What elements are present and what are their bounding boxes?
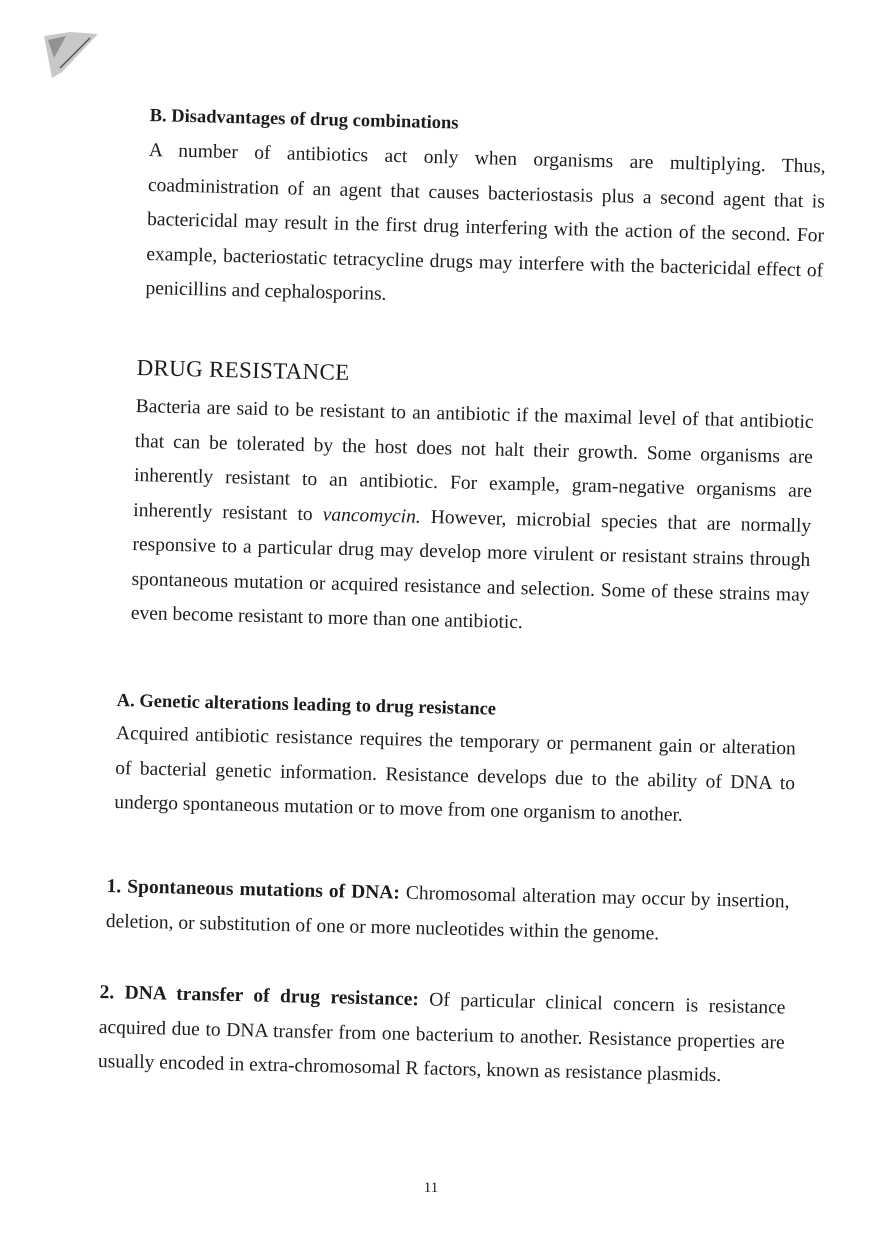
item-text-spontaneous-mutations: Chromosomal alteration may occur by insertion, deletion, or substitution of one or more nucleotides within the genome. bbox=[105, 882, 790, 945]
section-genetic-alterations bbox=[114, 689, 797, 836]
paragraph-drug-resistance bbox=[130, 390, 814, 647]
paragraph-spontaneous-mutations bbox=[105, 870, 789, 954]
item-text-dna-transfer: Of particular clinical concern is resistance acquired due to DNA transfer from one bacterium to another. Resistance properties are usually encoded in extra-chromosomal R factors, known as resistance plasmids. bbox=[97, 989, 786, 1087]
section-heading-disadvantages: B. Disadvantages of drug combinations bbox=[149, 105, 459, 134]
paragraph-text: Bacteria are said to be resistant to an antibiotic if the maximal level of that antibiotic that can be tolerated by the host does not halt their growth. Some organisms are inherently resistant to an antibiotic. For example, gram-negative organisms are inherently resistant to bbox=[133, 395, 814, 525]
item-dna-transfer bbox=[98, 976, 786, 1095]
page-number: 11 bbox=[423, 1180, 439, 1196]
section-heading-drug-resistance: DRUG RESISTANCE bbox=[136, 354, 350, 386]
item-spontaneous-mutations bbox=[105, 870, 789, 954]
italic-term-vancomycin: vancomycin. bbox=[322, 503, 421, 528]
paragraph-genetic-alterations: Acquired antibiotic resistance requires the temporary or permanent gain or alteration of bacterial genetic information. Resistance develops due to the ability of DNA to undergo spontaneous mutation or to move from one organism to another. bbox=[114, 722, 797, 826]
item-lead-dna-transfer: 2. DNA transfer of drug resistance: bbox=[99, 981, 420, 1011]
paragraph-text: However, microbial species that are normally responsive to a particular drug may develop more virulent or resistant strains through spontaneous mutation or acquired resistance and selection. Some of these strains may even become resistant to more than one antibiotic. bbox=[130, 506, 812, 634]
paragraph-dna-transfer bbox=[98, 976, 786, 1095]
section-disadvantages bbox=[145, 104, 827, 323]
paragraph-disadvantages: A number of antibiotics act only when organisms are multiplying. Thus, coadministration of an agent that causes bacteriostasis plus a second agent that is bactericidal may result in the first drug interfering with the action of the second. For example, bacteriostatic tetracycline drugs may interfere with the bactericidal effect of penicillins and cephalosporins. bbox=[145, 139, 826, 305]
section-heading-genetic-alterations: A. Genetic alterations leading to drug resistance bbox=[116, 690, 497, 720]
section-drug-resistance bbox=[130, 354, 814, 647]
item-lead-spontaneous-mutations: 1. Spontaneous mutations of DNA: bbox=[106, 875, 401, 904]
